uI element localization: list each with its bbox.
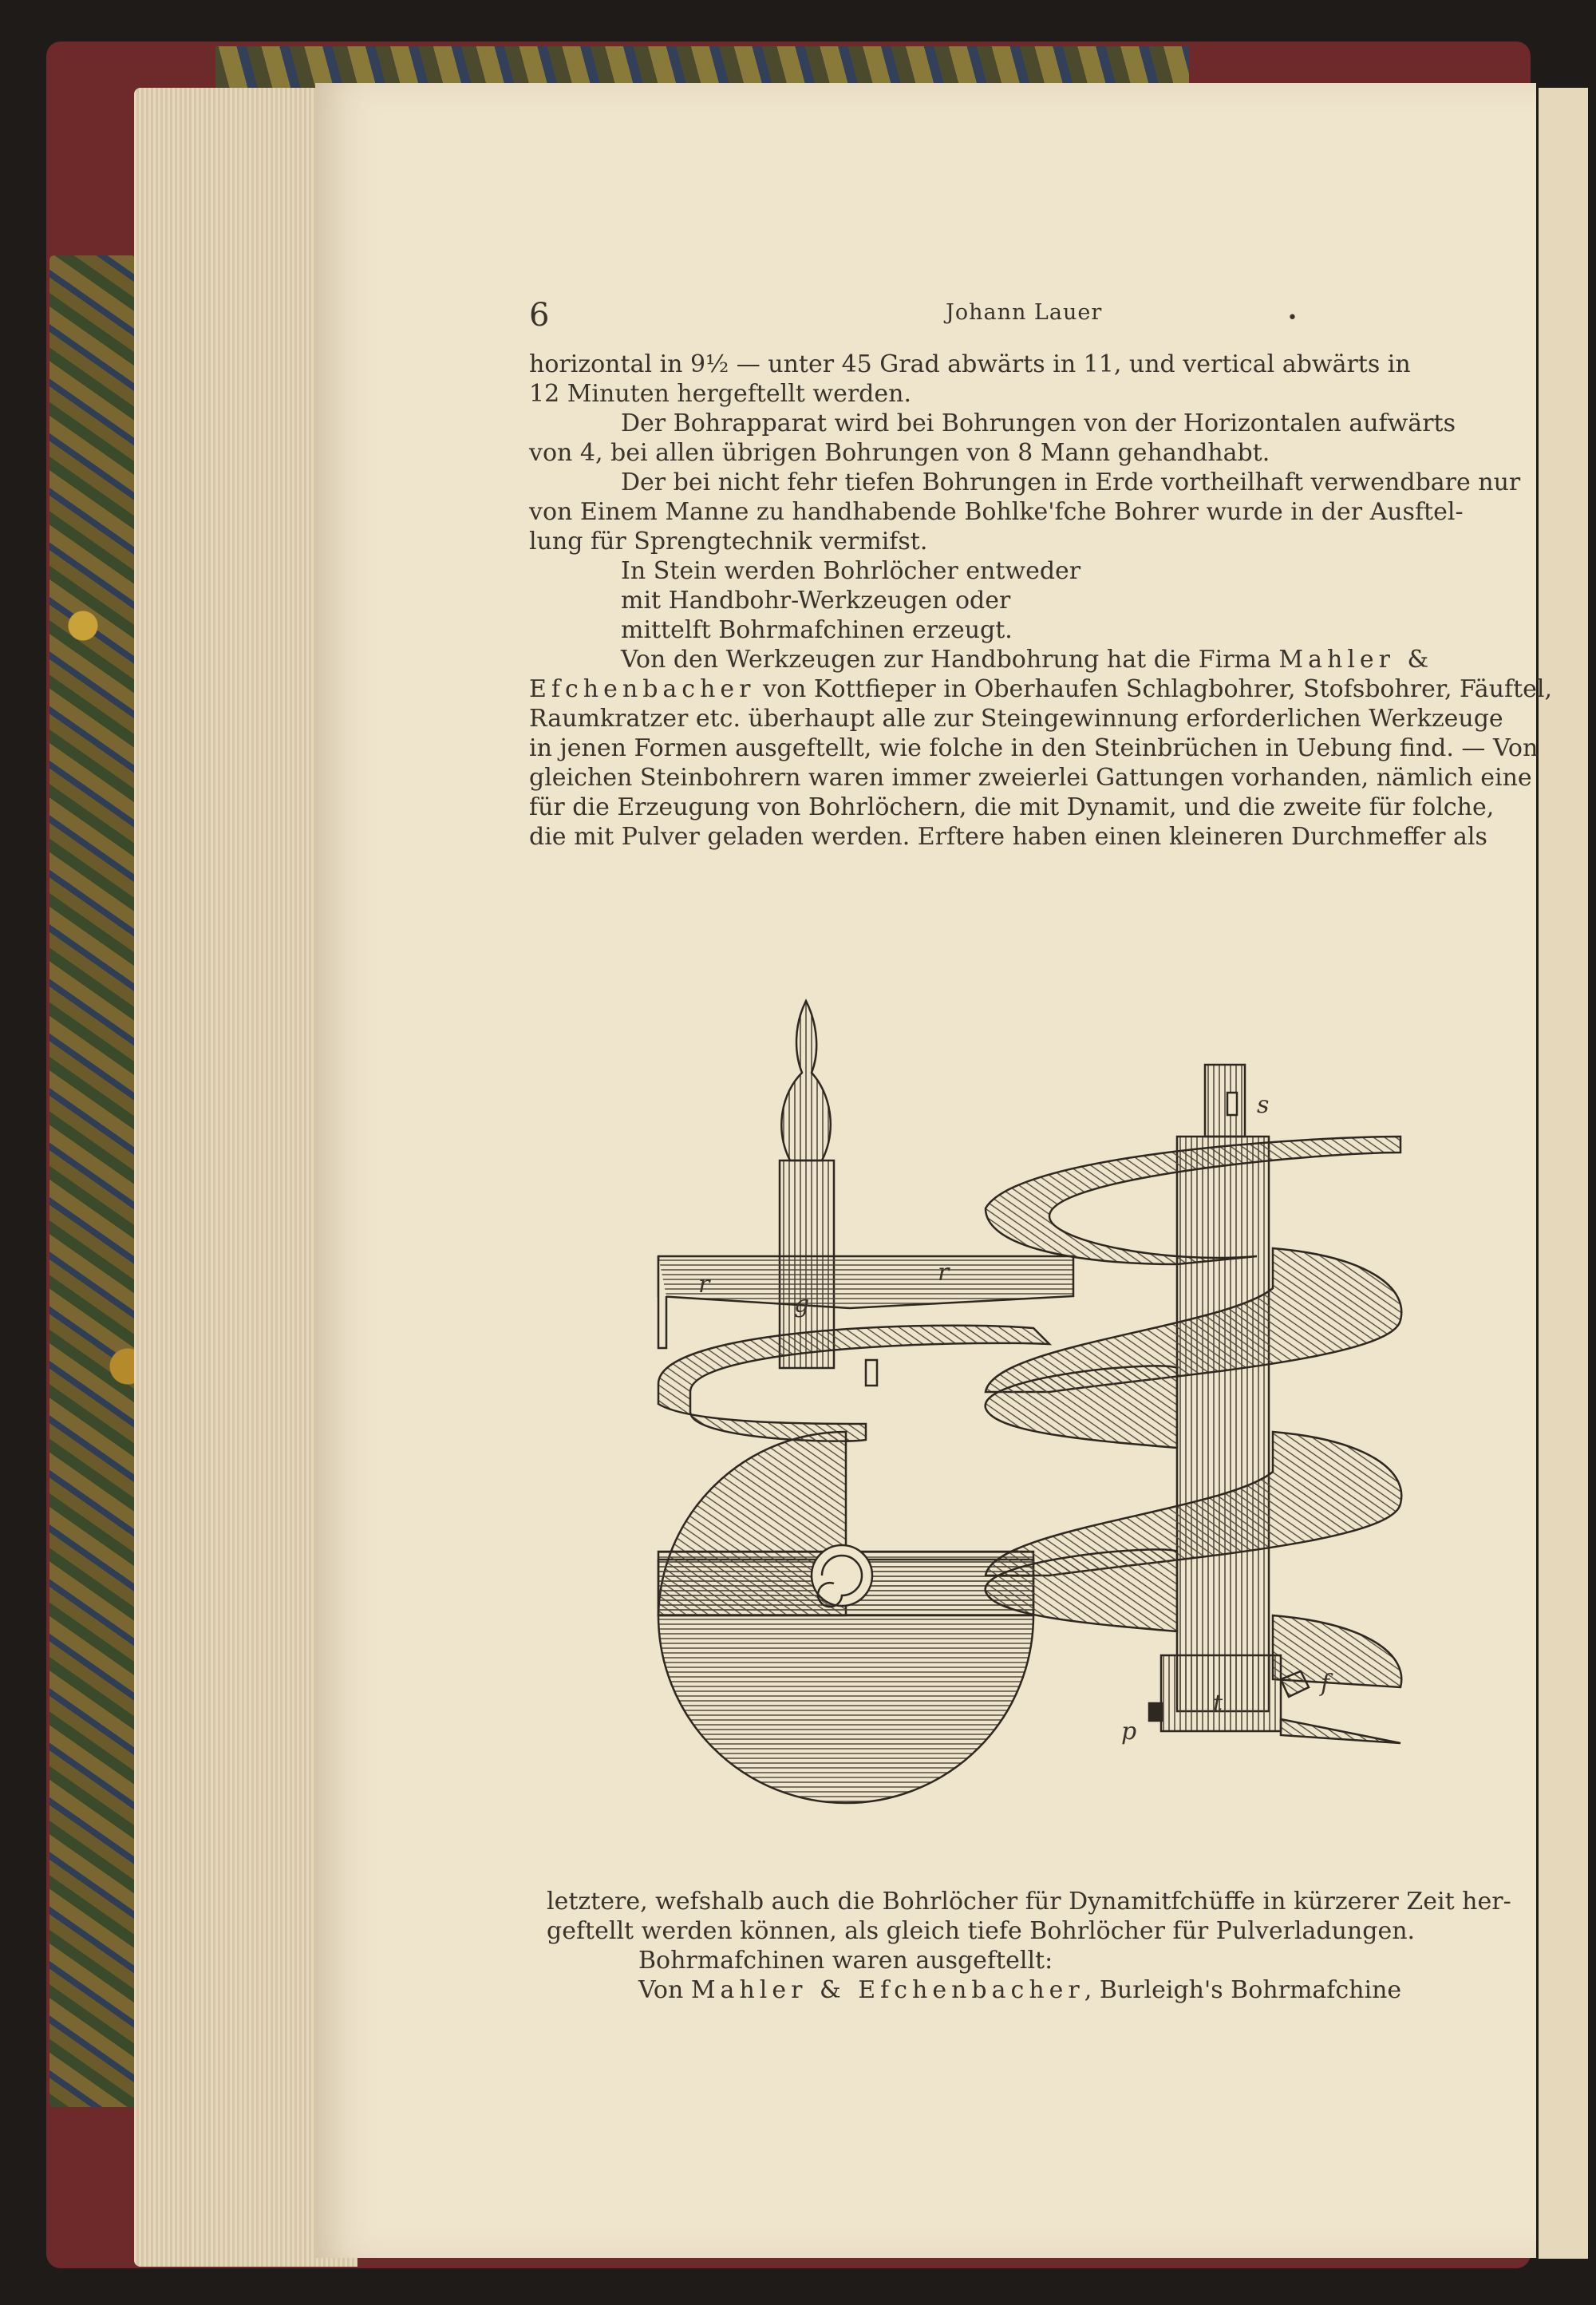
text-run: Von den Werkzeugen zur Handbohrung hat die Firma [621,646,1279,674]
text-line: mittelft Bohrmafchinen erzeugt. [621,616,1013,644]
paragraph-7 [547,1946,1536,1975]
label-g: g [794,1291,810,1319]
paragraph-1 [529,350,1519,409]
firm-name: Mahler & [1278,646,1434,674]
text-line: von 4, bei allen übrigen Bohrungen von 8 Mann gehandhabt. [529,439,1270,467]
text-run: , Burleigh's Bohrmafchine [1084,1976,1402,2004]
label-t: t [1213,1690,1223,1718]
text-line: In Stein werden Bohrlöcher entweder [621,557,1081,585]
label-p: p [1121,1718,1137,1746]
text-run: Von [638,1976,691,2004]
firm-name: Mahler & Efchenbacher [690,1976,1084,2004]
paragraph-2 [529,409,1519,468]
print-dot: • [1287,308,1298,328]
text-line: mit Handbohr-Werkzeugen oder [621,587,1011,615]
label-f: f [1321,1670,1330,1698]
book-page [315,83,1553,2258]
helical-auger [986,1065,1402,1743]
text-line: für die Erzeugung von Bohrlöchern, die mit Dynamit, und die zweite für folche, [529,793,1495,821]
text-line: die mit Pulver geladen werden. Erftere haben einen kleineren Durchmeffer als [529,823,1487,851]
firm-name: Efchenbacher [529,675,756,703]
text-line: 12 Minuten hergeftellt werden. [529,380,911,408]
label-r-right: r [938,1259,950,1287]
text-line [547,1975,1536,2005]
text-line: lung für Sprengtechnik vermifst. [529,528,928,555]
text-line [529,645,1519,674]
text-line: horizontal in 9½ — unter 45 Grad abwärts in 11, und vertical abwärts in [529,350,1411,378]
paragraph-8 [547,1975,1536,2005]
paragraph-5 [529,645,1553,852]
text-line [529,674,1553,704]
text-line: in jenen Formen ausgeftellt, wie folche in den Steinbrüchen in Uebung find. — Von [529,734,1539,762]
paragraph-4 [529,556,1519,645]
text-line: Raumkratzer etc. überhaupt alle zur Steingewinnung erforderlichen Werkzeuge [529,705,1503,733]
text-line: von Einem Manne zu handhabende Bohlke'fche Bohrer wurde in der Ausftel- [529,498,1464,526]
text-line: gleichen Steinbohrern waren immer zweierlei Gattungen vorhanden, nämlich eine [529,764,1532,792]
paragraph-3 [529,468,1519,556]
label-s: s [1257,1091,1270,1119]
auger-plan-view [658,1432,1033,1803]
label-r-left: r [698,1271,710,1299]
page-number: 6 [529,297,550,334]
text-line: geftellt werden können, als gleich tiefe Bohrlöcher für Pulverladungen. [547,1917,1416,1945]
text-line: Der Bohrapparat wird bei Bohrungen von der Horizontalen aufwärts [621,409,1456,437]
text-line: Bohrmafchinen waren ausgeftellt: [638,1947,1053,1975]
text-line: Der bei nicht fehr tiefen Bohrungen in Erde vortheilhaft verwendbare nur [621,469,1521,496]
paragraph-6 [547,1887,1520,1946]
drill-engraving-figure [602,913,1560,1903]
running-head: Johann Lauer [946,300,1103,325]
text-line: letztere, wefshalb auch die Bohrlöcher für Dynamitfchüffe in kürzerer Zeit her- [547,1888,1511,1916]
text-run: von Kottfieper in Oberhaufen Schlagbohrer, Stofsbohrer, Fäuftel, [755,675,1553,703]
